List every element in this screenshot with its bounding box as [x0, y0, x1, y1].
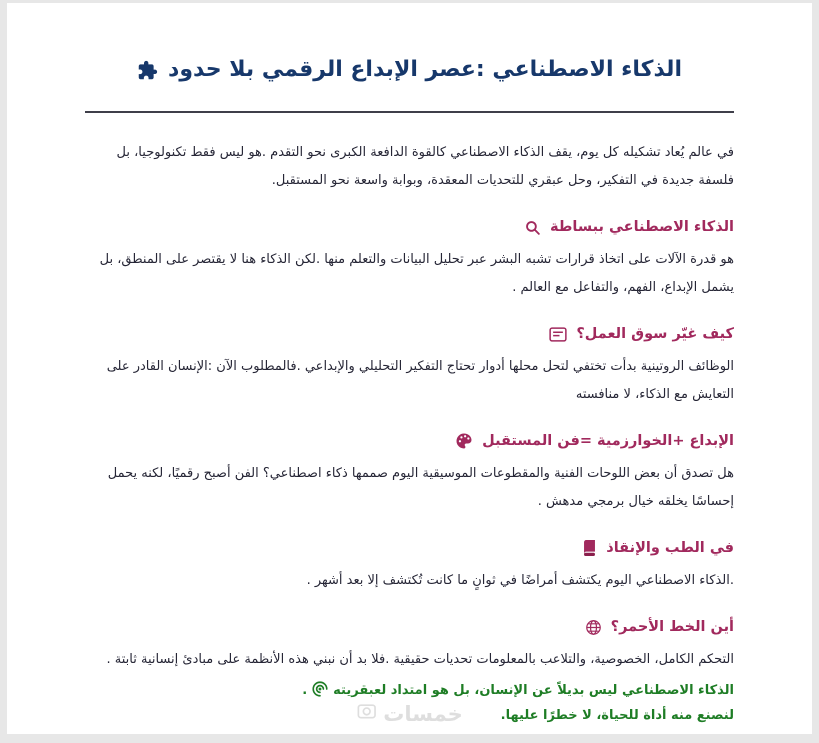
page-title [85, 55, 734, 85]
conclusion-period: . [302, 683, 308, 698]
section-body: التحكم الكامل، الخصوصية، والتلاعب بالمعلومات تحديات حقيقية .فلا بد أن نبني هذه الأنظمة على مبادئ إنسانية ثابتة . [106, 652, 734, 667]
globe-icon [585, 619, 602, 636]
section-heading [85, 431, 734, 451]
section-body: هو قدرة الآلات على اتخاذ قرارات تشبه البشر عبر تحليل البيانات والتعلم منها .لكن الذكاء هنا لا يقتصر على المنطق، بل يشمل الإبداع، الفهم، والتفاعل مع العالم . [99, 252, 734, 295]
palette-icon [455, 432, 473, 450]
page-title-text: الذكاء الاصطناعي :عصر الإبداع الرقمي بلا حدود [168, 57, 682, 82]
section-heading [85, 217, 734, 237]
section-heading [85, 324, 734, 344]
book-icon [582, 540, 597, 556]
id-card-icon [549, 327, 567, 342]
section-art-future [85, 431, 734, 516]
section-body: هل تصدق أن بعض اللوحات الفنية والمقطوعات الموسيقية اليوم صممها ذكاء اصطناعي؟ الفن أصبح رقميًا، لكنه يحمل إحساسًا يخلقه خيال برمجي مدهش . [107, 466, 734, 509]
intro-paragraph: في عالم يُعاد تشكيله كل يوم، يقف الذكاء الاصطناعي كالقوة الدافعة الكبرى نحو التقدم .هو ليس فقط تكنولوجيا، بل فلسفة جديدة في التفكير، وحل عبقري للتحديات المعقدة، وبوابة واسعة نحو المستقبل. [116, 145, 734, 188]
section-heading-text: في الطب والإنقاذ [606, 540, 734, 556]
section-ai-simplicity [85, 217, 734, 302]
section-heading-text: الذكاء الاصطناعي ببساطة [549, 219, 734, 235]
section-heading-text: كيف غيّر سوق العمل؟ [576, 326, 734, 342]
swirl-icon [307, 683, 333, 698]
conclusion-line-2: لنصنع منه أداة للحياة، لا خطرًا عليها. [500, 708, 734, 723]
conclusion [85, 678, 734, 728]
puzzle-icon [137, 60, 158, 81]
section-job-market [85, 324, 734, 409]
section-red-line [85, 617, 734, 674]
section-heading [85, 538, 734, 558]
document-page [7, 3, 812, 734]
section-heading-text: أين الخط الأحمر؟ [610, 619, 734, 635]
watermark-text: خمسات [383, 701, 463, 726]
section-heading [85, 617, 734, 637]
magnifier-icon [524, 219, 541, 236]
section-body: الوظائف الروتينية بدأت تختفي لتحل محلها أدوار تحتاج التفكير التحليلي والإبداعي .فالمطلوب الآن :الإنسان القادر على التعايش مع الذكاء، لا منافسته [106, 359, 734, 402]
section-body: .الذكاء الاصطناعي اليوم يكتشف أمراضًا في ثوانٍ ما كانت تُكتشف إلا بعد أشهر . [306, 573, 734, 588]
conclusion-text-1: الذكاء الاصطناعي ليس بديلاً عن الإنسان، بل هو امتداد لعبقريته [333, 683, 734, 698]
conclusion-line-1 [85, 678, 734, 703]
title-divider [85, 111, 734, 113]
section-medicine [85, 538, 734, 595]
section-heading-text: الإبداع +الخوارزمية =فن المستقبل [482, 433, 734, 449]
